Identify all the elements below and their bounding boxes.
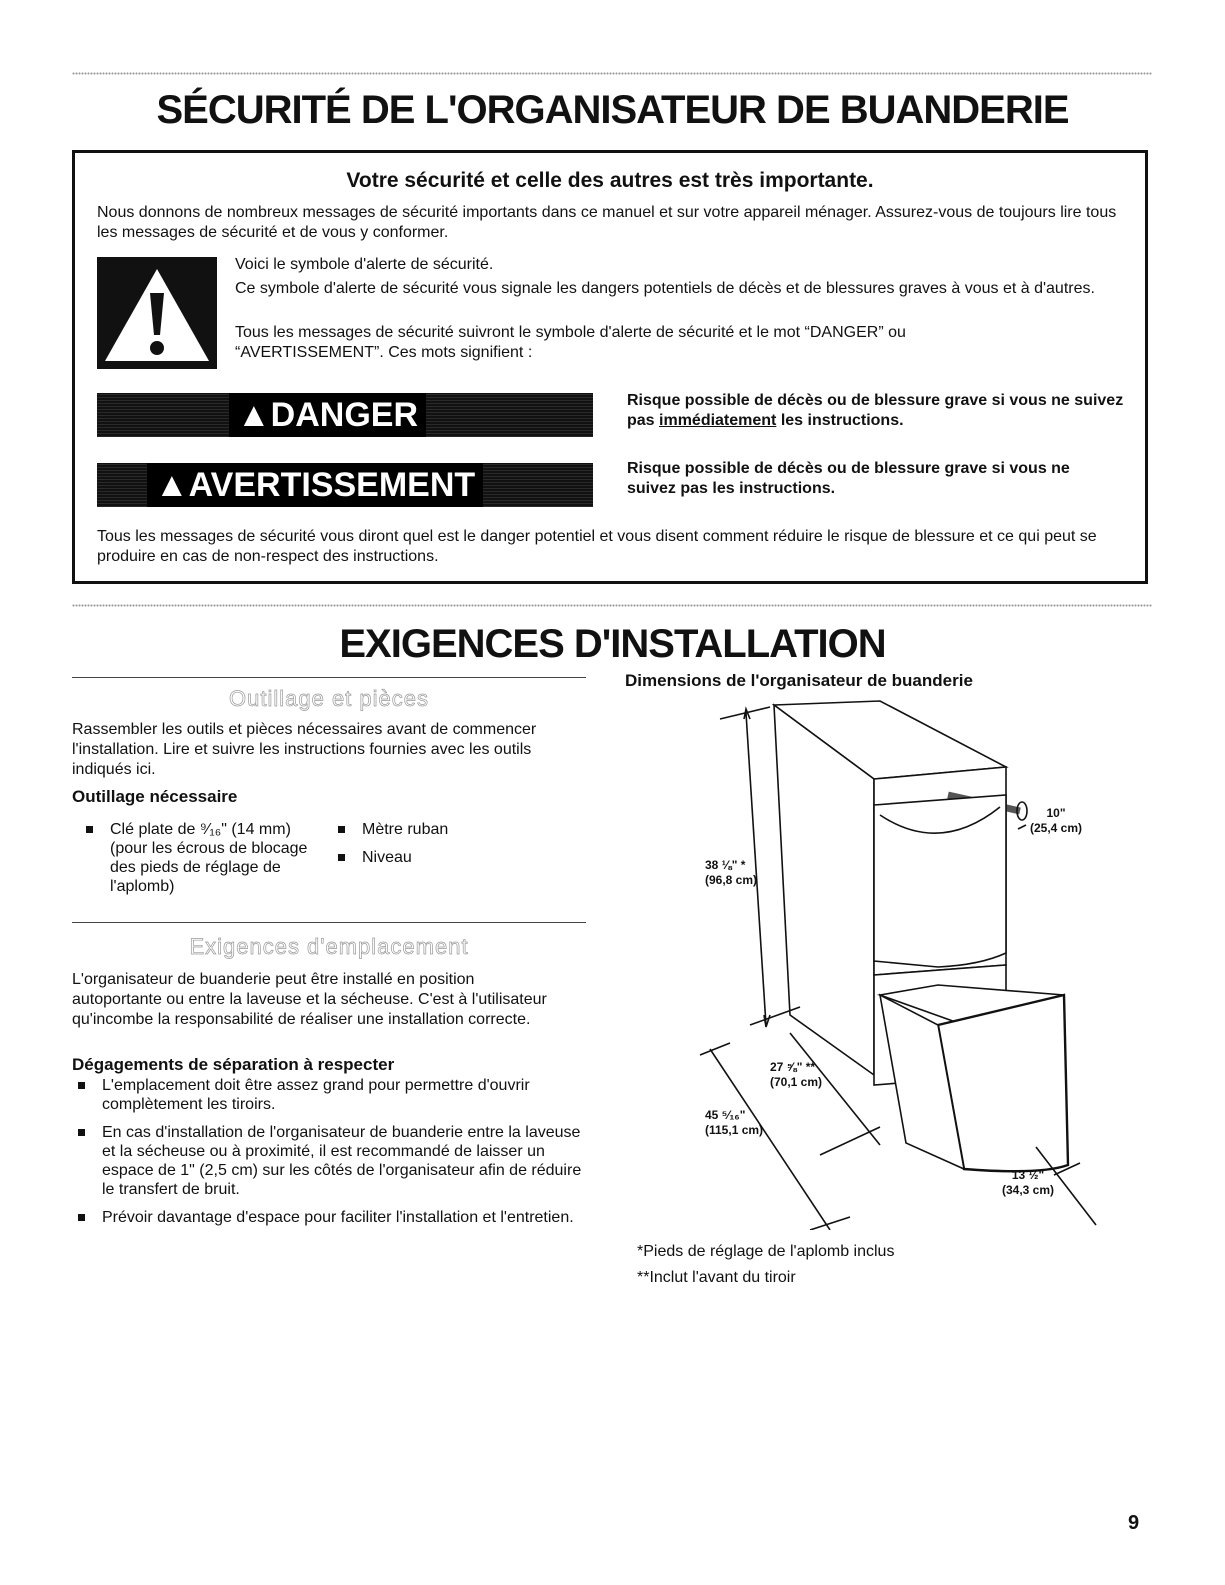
- list-item: L'emplacement doit être assez grand pour permettre d'ouvrir complètement les tiroirs.: [72, 1076, 592, 1114]
- warning-banner: [97, 463, 593, 507]
- note-1: *Pieds de réglage de l'aplomb inclus: [637, 1243, 895, 1260]
- top-dotted-rule: [72, 72, 1152, 75]
- safety-box: [72, 150, 1148, 584]
- clearance-heading: Dégagements de séparation à respecter: [72, 1055, 395, 1074]
- dims-heading: Dimensions de l'organisateur de buanderie: [625, 671, 973, 690]
- safety-alert-symbol-icon: [97, 257, 217, 369]
- list-item: En cas d'installation de l'organisateur de buanderie entre la laveuse et la sécheuse ou à proximité, il est recommandé de laisser un espace de 1" (2,5 cm) sur les côtés de l'organisateur afin de réduire le transfert de bruit.: [72, 1123, 592, 1199]
- middle-dotted-rule: [72, 604, 1152, 607]
- safety-intro: Nous donnons de nombreux messages de sécurité importants dans ce manuel et sur votre appareil ménager. Assurez-vous de toujours lire tous les messages de sécurité et de vous y conformer.: [97, 204, 1117, 241]
- dim-width: 13 ½" (34,3 cm): [1002, 1168, 1055, 1197]
- note-2: **Inclut l'avant du tiroir: [637, 1269, 796, 1286]
- safety-title: SÉCURITÉ DE L'ORGANISATEUR DE BUANDERIE: [156, 88, 1069, 132]
- page-number: 9: [1128, 1512, 1140, 1534]
- symbol-text: Voici le symbole d'alerte de sécurité.: [235, 256, 494, 273]
- location-heading: Exigences d'emplacement: [189, 934, 469, 959]
- box-title: Votre sécurité et celle des autres est très importante.: [346, 169, 874, 192]
- warning-triangle-icon: ▲: [237, 396, 271, 434]
- symbol-words: Tous les messages de sécurité suivront le symbole d'alerte de sécurité et le mot “DANGER” ou “AVERTISSEMENT”. Ces mots signifient :: [235, 324, 906, 361]
- clearance-list: [72, 1076, 592, 1236]
- warning-text: Risque possible de décès ou de blessure grave si vous ne suivez pas les instructions.: [627, 460, 1070, 497]
- danger-banner: [97, 393, 593, 437]
- symbol-desc: Ce symbole d'alerte de sécurité vous signale les dangers potentiels de décès et de blessures graves à vous et à d'autres.: [235, 280, 1095, 297]
- list-item: Clé plate de ⁹⁄₁₆" (14 mm) (pour les écrous de blocage des pieds de réglage de l'aplomb): [80, 820, 316, 896]
- danger-label: ▲DANGER: [229, 393, 426, 437]
- dim-open: 45 ⁵⁄₁₆" (115,1 cm): [705, 1108, 764, 1137]
- tools-needed: Outillage nécessaire: [72, 787, 238, 806]
- location-rule: [72, 922, 586, 923]
- danger-text: Risque possible de décès ou de blessure grave si vous ne suivez pas immédiatement les instructions.: [627, 392, 1124, 429]
- warning-triangle-icon: ▲: [155, 466, 189, 504]
- list-item: Mètre ruban: [332, 820, 552, 839]
- dim-rail: 10" (25,4 cm): [1030, 806, 1083, 835]
- location-intro: L'organisateur de buanderie peut être installé en position autoportante ou entre la laveuse et la sécheuse. C'est à l'utilisateur qu'incombe la responsabilité de réaliser une installation correcte.: [72, 971, 547, 1028]
- warning-label: ▲AVERTISSEMENT: [147, 463, 483, 507]
- list-item: Niveau: [332, 848, 552, 867]
- tools-intro: Rassembler les outils et pièces nécessaires avant de commencer l'installation. Lire et suivre les instructions fournies avec les outils indiqués ici.: [72, 721, 537, 778]
- tools-heading: Outillage et pièces: [229, 686, 429, 711]
- safety-closing: Tous les messages de sécurité vous diront quel est le danger potentiel et vous disent comment réduire le risque de blessure et ce qui peut se produire en cas de non-respect des instructions.: [97, 528, 1097, 565]
- organizer-dimension-diagram: [680, 695, 1100, 1230]
- tools-list-right: [332, 820, 552, 876]
- tools-rule: [72, 677, 586, 678]
- tools-list-left: [80, 820, 316, 905]
- install-title: EXIGENCES D'INSTALLATION: [339, 622, 886, 666]
- dim-depth: 27 ⅝" ** (70,1 cm): [770, 1060, 823, 1089]
- dim-height: 38 ⅛" * (96,8 cm): [705, 858, 758, 887]
- list-item: Prévoir davantage d'espace pour faciliter l'installation et l'entretien.: [72, 1208, 592, 1227]
